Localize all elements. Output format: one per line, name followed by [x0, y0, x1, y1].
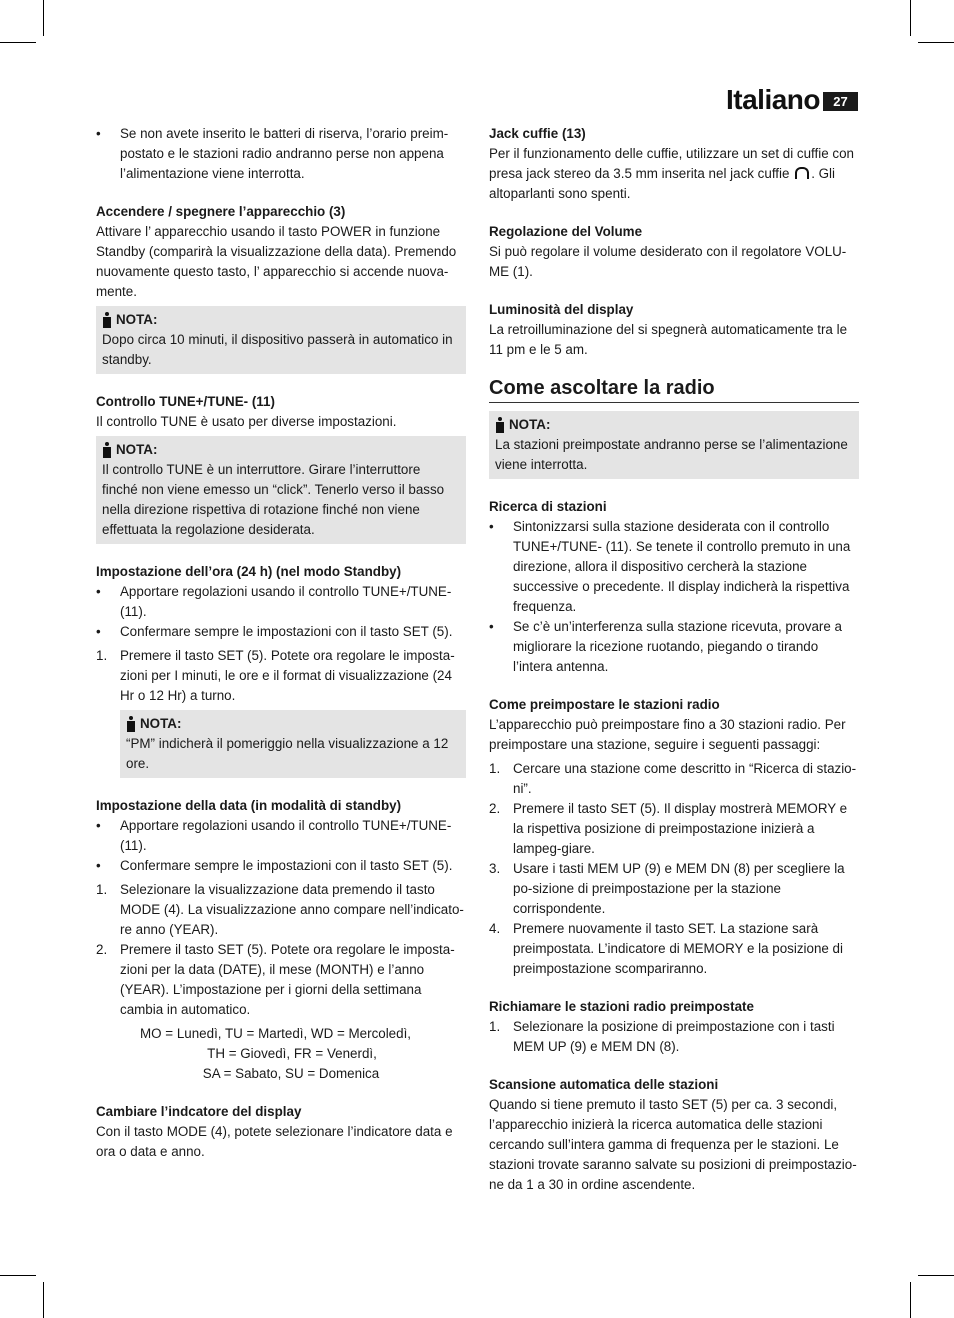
- crop-mark: [43, 1282, 44, 1318]
- list-item: • Confermare sempre le impostazioni con il tasto SET (5).: [96, 624, 453, 639]
- paragraph: Il controllo TUNE è usato per diverse impostazioni.: [96, 414, 397, 429]
- headphones-icon: [795, 167, 809, 179]
- paragraph: La retroilluminazione del si spegnerà automaticamente tra le 11 pm e le 5 am.: [489, 322, 848, 357]
- info-icon: [126, 716, 136, 732]
- crop-mark: [918, 42, 954, 43]
- list-item: 2. Premere il tasto SET (5). Il display mostrerà MEMORY e la rispettiva posizione di preimpostazione inizierà a lampeg-giare.: [489, 801, 848, 856]
- info-icon: [102, 312, 112, 328]
- section-heading: Cambiare l’indcatore del display: [96, 1104, 302, 1119]
- weekday-legend: TH = Giovedì, FR = Venerdì,: [207, 1046, 377, 1061]
- list-item: 2. Premere il tasto SET (5). Potete ora regolare le imposta-zioni per la data (DATE), il mese (MONTH) e l’anno (YEAR). L’impostazione per i giorni della settimana cambia in automatico.: [96, 942, 455, 1017]
- list-item: 4. Premere nuovamente il tasto SET. La stazione sarà preimpostata. L’indicatore di MEMORY e la posizione di preimpostazione scompariranno.: [489, 921, 843, 976]
- section-heading: Regolazione del Volume: [489, 224, 643, 239]
- section-heading: Richiamare le stazioni radio preimpostate: [489, 999, 754, 1014]
- section-heading: Ricerca di stazioni: [489, 499, 607, 514]
- crop-mark: [918, 1275, 954, 1276]
- section-heading: Accendere / spegnere l’apparecchio (3): [96, 204, 346, 219]
- left-column: [96, 124, 466, 1162]
- weekday-legend: SA = Sabato, SU = Domenica: [202, 1066, 380, 1081]
- section-heading: Controllo TUNE+/TUNE- (11): [96, 394, 275, 409]
- list-item: 1. Cercare una stazione come descritto in “Ricerca di stazio-ni”.: [489, 761, 857, 796]
- crop-mark: [43, 0, 44, 36]
- section-heading: Scansione automatica delle stazioni: [489, 1077, 719, 1092]
- right-column: [489, 124, 859, 1195]
- crop-mark: [910, 1282, 911, 1318]
- note-box: NOTA: Il controllo TUNE è un interruttore. Girare l’interruttore finché non viene emesso un “click”. Tenerlo verso il basso nella direzione rispettiva di rotazione finché non viene effettuata la regolazione desiderata.: [96, 436, 466, 544]
- list-item: 1. Premere il tasto SET (5). Potete ora regolare le imposta-zioni per I minuti, le ore e il format di visualizzazione (24 Hr o 12 Hr) a turno.: [96, 648, 455, 703]
- paragraph: Con il tasto MODE (4), potete selezionare l’indicatore data e ora o data e anno.: [96, 1124, 453, 1159]
- paragraph: Per il funzionamento delle cuffie, utilizzare un set di cuffie con presa jack stereo da 3.5 mm inserita nel jack cuffie . Gli altoparlanti sono spenti.: [489, 146, 854, 201]
- section-heading: Impostazione dell’ora (24 h) (nel modo Standby): [96, 564, 402, 579]
- note-box: NOTA: La stazioni preimpostate andranno perse se l’alimentazione viene interrotta.: [489, 411, 859, 479]
- list-item: 1. Selezionare la visualizzazione data premendo il tasto MODE (4). La visualizzazione anno compare nell’indicato-re anno (YEAR).: [96, 882, 464, 937]
- section-heading: Impostazione della data (in modalità di standby): [96, 798, 402, 813]
- section-heading: Luminosità del display: [489, 302, 634, 317]
- list-item: • Se c’è un’interferenza sulla stazione ricevuta, provare a migliorare la ricezione ruotando, piegando o tirando l’intera antenna.: [489, 619, 842, 674]
- paragraph: Si può regolare il volume desiderato con il regolatore VOLU-ME (1).: [489, 244, 847, 279]
- paragraph: L’apparecchio può preimpostare fino a 30 stazioni radio. Per preimpostare una stazione, seguire i seguenti passaggi:: [489, 717, 846, 752]
- chapter-title: Come ascoltare la radio: [489, 378, 859, 403]
- crop-mark: [910, 0, 911, 36]
- page-number: 27: [823, 92, 858, 111]
- list-item: • Sintonizzarsi sulla stazione desiderata con il controllo TUNE+/TUNE- (11). Se tenete il controllo premuto in una direzione, allora il dispositivo cercherà la stazione successive o precedente. Il display indicherà la rispettiva frequenza.: [489, 519, 851, 614]
- section-heading: Jack cuffie (13): [489, 126, 586, 141]
- list-item: • Se non avete inserito le batteri di riserva, l’orario preim-postato e le stazioni radio andranno perse non appena l’alimentazione viene interrotta.: [96, 126, 449, 181]
- list-item: • Apportare regolazioni usando il controllo TUNE+/TUNE- (11).: [96, 584, 452, 619]
- info-icon: [102, 442, 112, 458]
- section-heading: Come preimpostare le stazioni radio: [489, 697, 720, 712]
- list-item: • Apportare regolazioni usando il controllo TUNE+/TUNE- (11).: [96, 818, 452, 853]
- paragraph: Attivare l’ apparecchio usando il tasto POWER in funzione Standby (comparirà la visualizzazione della data). Premendo nuovamente questo tasto, l’ apparecchio si accende nuova-mente.: [96, 224, 457, 299]
- crop-mark: [0, 1275, 36, 1276]
- crop-mark: [0, 42, 36, 43]
- weekday-legend: MO = Lunedì, TU = Martedì, WD = Mercoledì,: [140, 1026, 412, 1041]
- note-box: NOTA: Dopo circa 10 minuti, il dispositivo passerà in automatico in standby.: [96, 306, 466, 374]
- list-item: • Confermare sempre le impostazioni con il tasto SET (5).: [96, 858, 453, 873]
- list-item: 1. Selezionare la posizione di preimpostazione con i tasti MEM UP (9) e MEM DN (8).: [489, 1019, 835, 1054]
- note-box: NOTA: “PM” indicherà il pomeriggio nella visualizzazione a 12 ore.: [120, 710, 466, 778]
- page-language-title: Italiano: [726, 84, 821, 115]
- paragraph: Quando si tiene premuto il tasto SET (5) per ca. 3 secondi, l’apparecchio inizierà la ricerca automatica delle stazioni cercando sull’intera gamma di frequenza per le stazioni. Le stazioni trovate saranno salvate su posizioni di preimpostazio-ne da 1 a 30 in ordine ascendente.: [489, 1097, 857, 1192]
- info-icon: [495, 417, 505, 433]
- list-item: 3. Usare i tasti MEM UP (9) e MEM DN (8) per scegliere la po-sizione di preimpostazione per la stazione corrispondente.: [489, 861, 845, 916]
